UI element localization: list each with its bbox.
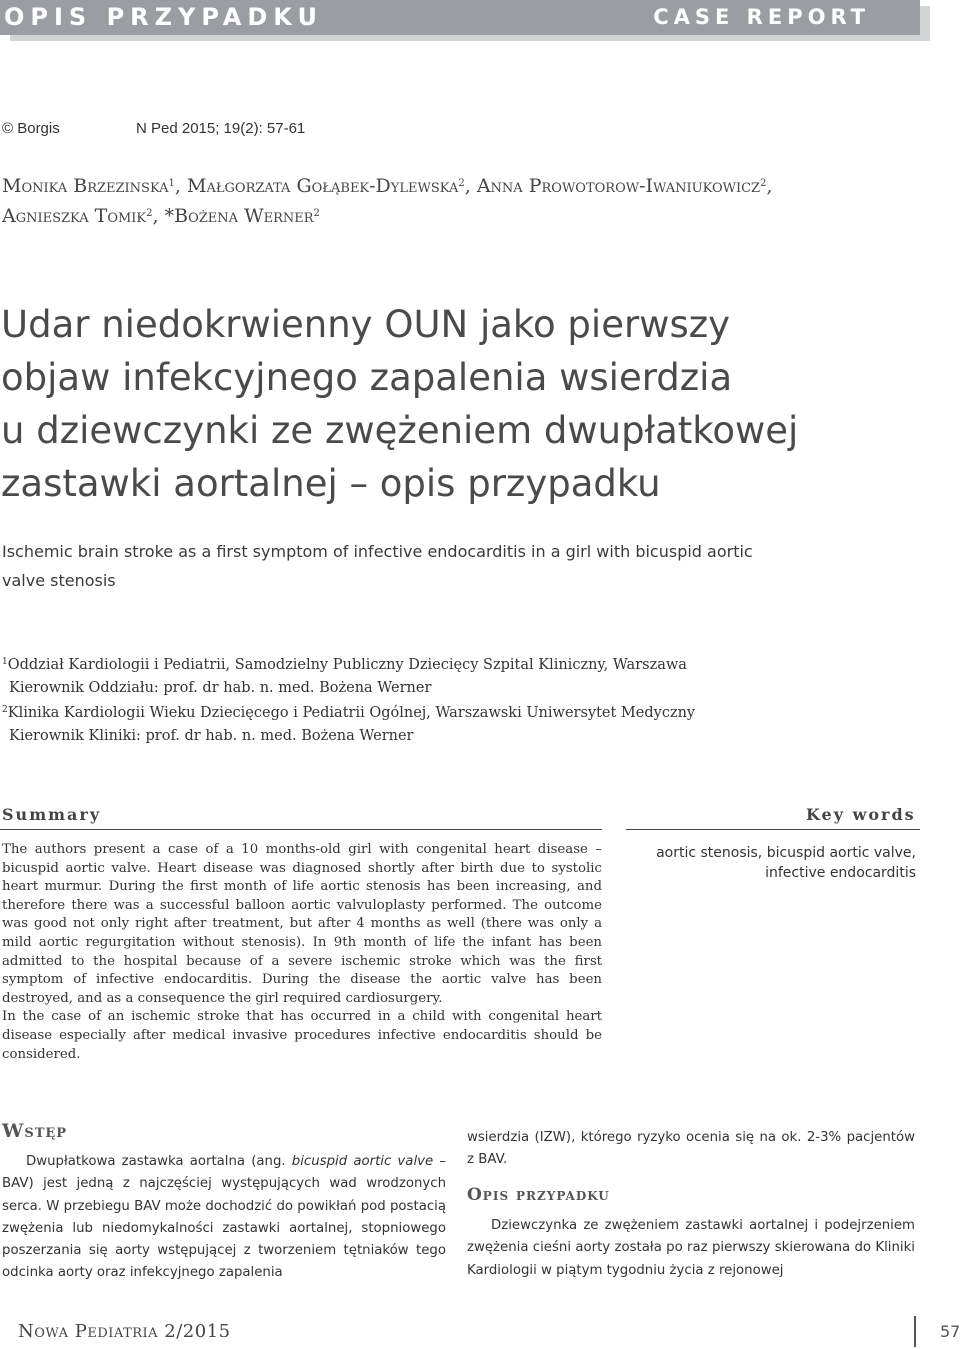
keywords-text: aortic stenosis, bicuspid aortic valve, infective endocarditis [656,845,916,881]
summary-heading: Summary [2,805,102,824]
introduction-paragraph: Dwupłatkowa zastawka aortalna (ang. bicuspid aortic valve – BAV) jest jedną z najczęściej występujących wad wrodzonych serca. W przebiegu BAV może dochodzić do powikłań pod postacią zwężenia lub niedomykalności zastawki aortalnej, stopniowego poszerzania się aorty wstępującej z tworzeniem tętniaków tego odcinka aorty oraz infekcyjnego zapalenia [2,1154,446,1281]
author-name: Anna Prowotorow-Iwaniukowicz [476,175,761,197]
footer-journal: Nowa Pediatria 2/2015 [18,1321,231,1342]
affiliation-mark: 2 [2,705,8,715]
affiliation-1: $^1$Oddział Kardiologii i Pediatrii, Samodzielny Publiczny Dziecięcy Szpital Kliniczny, Warszawa [2,657,687,673]
keywords-heading: Key words [806,805,916,824]
author-name: Agnieszka Tomik [2,205,147,227]
case-heading: Opis przypadku [467,1185,610,1205]
footer-divider [914,1316,916,1347]
banner-shadow-side [920,6,930,41]
section-label-en: CASE REPORT [653,5,870,29]
title-line: Ischemic brain stroke as a first symptom of infective endocarditis in a girl with bicuspid aortic [2,542,753,561]
author-affiliation-mark: 1 [168,178,175,189]
author-affiliation-mark: 2 [458,178,465,189]
section-label-pl: OPIS PRZYPADKU [4,3,323,31]
case-text [467,1215,915,1282]
english-term: bicuspid aortic valve [291,1154,434,1169]
summary-text [2,841,602,1064]
title-line: objaw infekcyjnego zapalenia wsierdzia [1,356,733,399]
title-line: Udar niedokrwienny OUN jako pierwszy [1,303,731,346]
summary-paragraph: The authors present a case of a 10 months-old girl with congenital heart disease – bicuspid aortic valve. Heart disease was diagnosed shortly after birth due to systolic heart murmur. During the first month of life aortic stenosis has been increasing, and therefore there was a successful balloon aortic valvuloplasty performed. The outcome was good not only right after treatment, but after 4 months as well (there was only a mild aortic regurgitation without stenosis). In 9th month of life the infant has been admitted to the hospital because of a severe ischemic stroke which was the first symptom of infective endocarditis. During the disease the aortic valve has been destroyed, and as a consequence the girl required cardiosurgery. [2,842,602,1006]
keywords-rule [626,829,920,830]
introduction-continuation [467,1127,915,1172]
author-affiliation-mark: 2 [313,208,320,219]
title-line: valve stenosis [2,571,116,590]
journal-reference: N Ped 2015; 19(2): 57-61 [136,120,306,137]
summary-paragraph: In the case of an ischemic stroke that has occurred in a child with congenital heart disease especially after medical invasive procedures infective endocarditis should be considered. [2,1009,602,1062]
body-paragraph: Dziewczynka ze zwężeniem zastawki aortalnej i podejrzeniem zwężenia cieśni aorty została po raz pierwszy skierowana do Kliniki Kardiologii w piątym tygodniu życia z rejonowej [467,1218,915,1278]
title-line: u dziewczynki ze zwężeniem dwupłatkowej [1,409,799,452]
affiliation-2-head: Kierownik Kliniki: prof. dr hab. n. med. Bożena Werner [9,727,414,744]
affiliation-mark: 1 [2,657,8,667]
section-banner [0,0,920,35]
introduction-text [2,1151,446,1285]
author-name: Monika Brzezinska [2,175,169,197]
author-name: *Bożena Werner [164,205,314,227]
affiliation-1-head: Kierownik Oddziału: prof. dr hab. n. med. Bożena Werner [9,679,432,696]
body-paragraph: wsierdzia (IZW), którego ryzyko ocenia się na ok. 2-3% pacjentów z BAV. [467,1130,915,1168]
page-number: 57 [940,1322,960,1341]
author-list: Monika Brzezinska$^1$, Małgorzata Gołąbek-Dylewska$^2$, Anna Prowotorow-Iwaniukowicz$^2$, Agnieszka Tomik$^2$, *Bożena Werner$^2$ [2,175,773,227]
article-title-english [2,537,942,595]
affiliations [2,651,957,747]
author-affiliation-mark: 2 [146,208,153,219]
affiliation-2: $^2$Klinika Kardiologii Wieku Dziecięcego i Pediatrii Ogólnej, Warszawski Uniwersytet Medyczny [2,705,696,721]
title-line: zastawki aortalnej – opis przypadku [1,462,661,505]
author-affiliation-mark: 2 [760,178,767,189]
summary-rule [0,829,602,830]
article-title-polish [1,298,956,510]
author-name: Małgorzata Gołąbek-Dylewska [187,175,459,197]
copyright: © Borgis [2,120,60,137]
banner-shadow [10,35,930,41]
introduction-heading: Wstęp [2,1120,68,1142]
